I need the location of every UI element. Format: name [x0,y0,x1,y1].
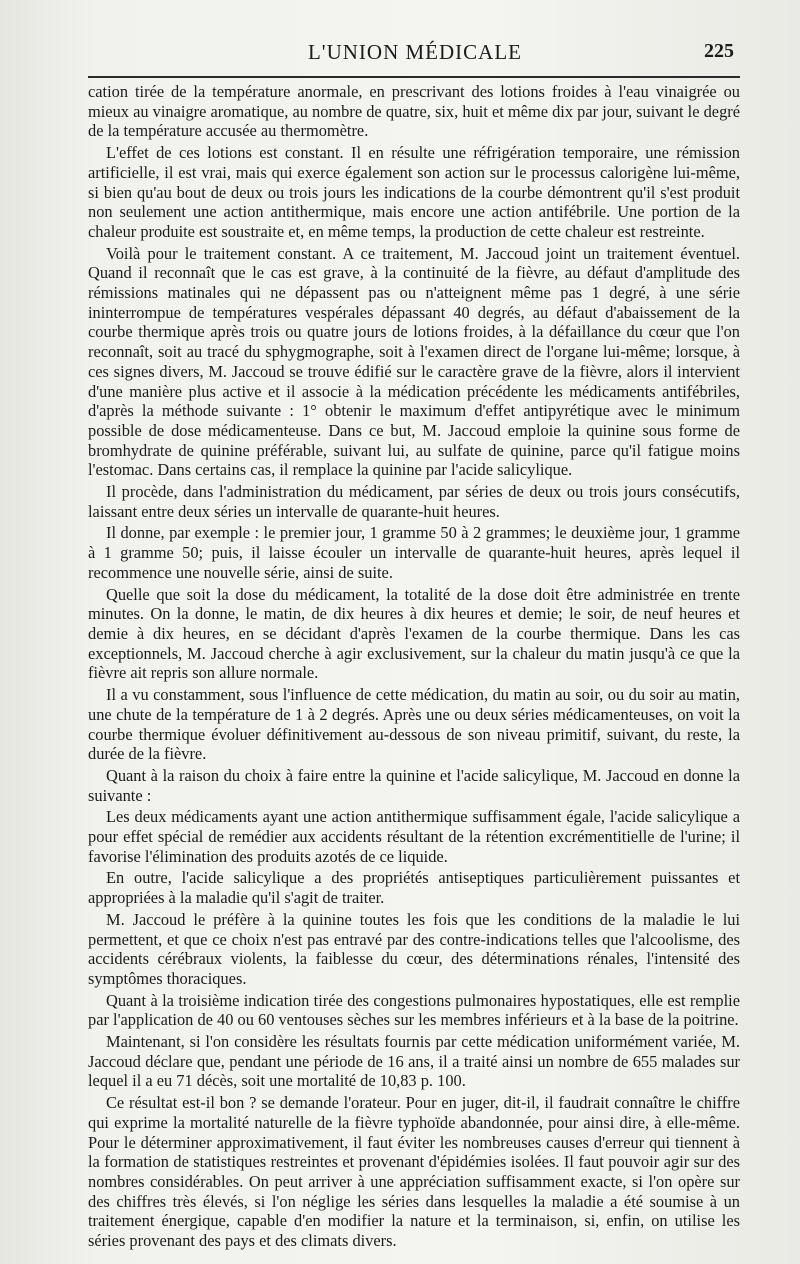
page-number: 225 [704,40,734,62]
paragraph: Il donne, par exemple : le premier jour, 1 gramme 50 à 2 grammes; le deuxième jour, 1 gramme à 1 gramme 50; puis, il laisse écouler un intervalle de quarante-huit heures, après lequel il recommence une nouvelle série, ainsi de suite. [88,523,740,582]
paragraph: Maintenant, si l'on considère les résultats fournis par cette médication uniformément variée, M. Jaccoud déclare que, pendant une période de 16 ans, il a traité ainsi un nombre de 655 malades sur lequel il a eu 71 décès, soit une mortalité de 10,83 p. 100. [88,1032,740,1091]
article-body [88,82,740,1251]
paragraph: L'effet de ces lotions est constant. Il en résulte une réfrigération temporaire, une rémission artificielle, il est vrai, mais qui exerce également son action sur le processus calorigène lui-même, si bien qu'au bout de deux ou trois jours les indications de la courbe démontrent qu'il s'est produit non seulement une action antithermique, mais encore une action antifébrile. Une portion de la chaleur produite est soustraite et, en même temps, la production de cette chaleur est restreinte. [88,143,740,241]
paragraph: En outre, l'acide salicylique a des propriétés antiseptiques particulièrement puissantes et appropriées à la maladie qu'il s'agit de traiter. [88,868,740,908]
paragraph: Ce résultat est-il bon ? se demande l'orateur. Pour en juger, dit-il, il faudrait connaître le chiffre qui exprime la mortalité naturelle de la fièvre typhoïde abandonnée, pour ainsi dire, à elle-même. Pour le déterminer approximativement, il faut éviter les nombreuses causes d'erreur qui tiennent à la formation de statistiques restreintes et provenant d'épidémies isolées. Il faut pouvoir agir sur des nombres considérables. On peut arriver à une appréciation suffisamment exacte, si l'on opère sur des chiffres très élevés, si l'on néglige les séries dans lesquelles la maladie a été soumise à un traitement énergique, capable d'en modifier la nature et la terminaison, si, enfin, on utilise les séries provenant des pays et des climats divers. [88,1093,740,1251]
paragraph: Il procède, dans l'administration du médicament, par séries de deux ou trois jours consécutifs, laissant entre deux séries un intervalle de quarante-huit heures. [88,482,740,521]
paragraph: Quant à la troisième indication tirée des congestions pulmonaires hypostatiques, elle est remplie par l'application de 40 ou 60 ventouses sèches sur les membres inférieurs et à la base de la poitrine. [88,990,740,1030]
paragraph: cation tirée de la température anormale, en prescrivant des lotions froides à l'eau vinaigrée ou mieux au vinaigre aromatique, au nombre de quatre, six, huit et même dix par jour, suivant le degré de la température accusée au thermomètre. [88,82,740,141]
paragraph: Voilà pour le traitement constant. A ce traitement, M. Jaccoud joint un traitement éventuel. Quand il reconnaît que le cas est grave, à la continuité de la fièvre, au défaut d'amplitude des rémissions matinales qui ne dépassent pas ou n'atteignent même pas 1 degré, à une série ininterrompue de températures vespérales dépassant 40 degrés, au défaut d'abaissement de la courbe thermique après trois ou quatre jours de lotions froides, à la défaillance du cœur que l'on reconnaît, soit au tracé du sphygmographe, soit à l'examen direct de l'organe lui-même; lorsque, à ces signes divers, M. Jaccoud se trouve édifié sur le caractère grave de la fièvre, alors il intervient d'une manière plus active et il associe à la médication précédente les médicaments antifébriles, d'après la méthode suivante : 1° obtenir le maximum d'effet antipyrétique avec le minimum possible de dose médicamenteuse. Dans ce but, M. Jaccoud emploie la quinine sous forme de bromhydrate de quinine préférable, suivant lui, au sulfate de quinine, parce qu'il fatigue moins l'estomac. Dans certains cas, il remplace la quinine par l'acide salicylique. [88,243,740,480]
paragraph: M. Jaccoud le préfère à la quinine toutes les fois que les conditions de la maladie le lui permettent, et que ce choix n'est pas entravé par des contre-indications telles que l'alcoolisme, des accidents cérébraux violents, la faiblesse du cœur, des déterminations rénales, l'intensité des symptômes thoraciques. [88,909,740,988]
paragraph: Quelle que soit la dose du médicament, la totalité de la dose doit être administrée en trente minutes. On la donne, le matin, de dix heures à dix heures et demie; le soir, de neuf heures et demie à dix heures, en se décidant d'après l'examen de la courbe thermique. Dans les cas exceptionnels, M. Jaccoud cherche à agir exclusivement, sur la chaleur du matin jusqu'à ce que la fièvre ait repris son allure normale. [88,584,740,683]
page-header [90,40,740,70]
paragraph: Quant à la raison du choix à faire entre la quinine et l'acide salicylique, M. Jaccoud en donne la suivante : [88,765,740,805]
header-rule [88,76,740,78]
running-title: L'UNION MÉDICALE [307,40,522,64]
paragraph: Les deux médicaments ayant une action antithermique suffisamment égale, l'acide salicylique a pour effet spécial de remédier aux accidents résultant de la rétention excrémentitielle de l'urine; il favorise l'élimination des produits azotés de ce liquide. [88,807,740,866]
paragraph: Il a vu constamment, sous l'influence de cette médication, du matin au soir, ou du soir au matin, une chute de la température de 1 à 2 degrés. Après une ou deux séries médicamenteuses, on voit la courbe thermique évoluer définitivement au-dessous de son niveau primitif, suivant, du reste, la durée de la fièvre. [88,685,740,764]
